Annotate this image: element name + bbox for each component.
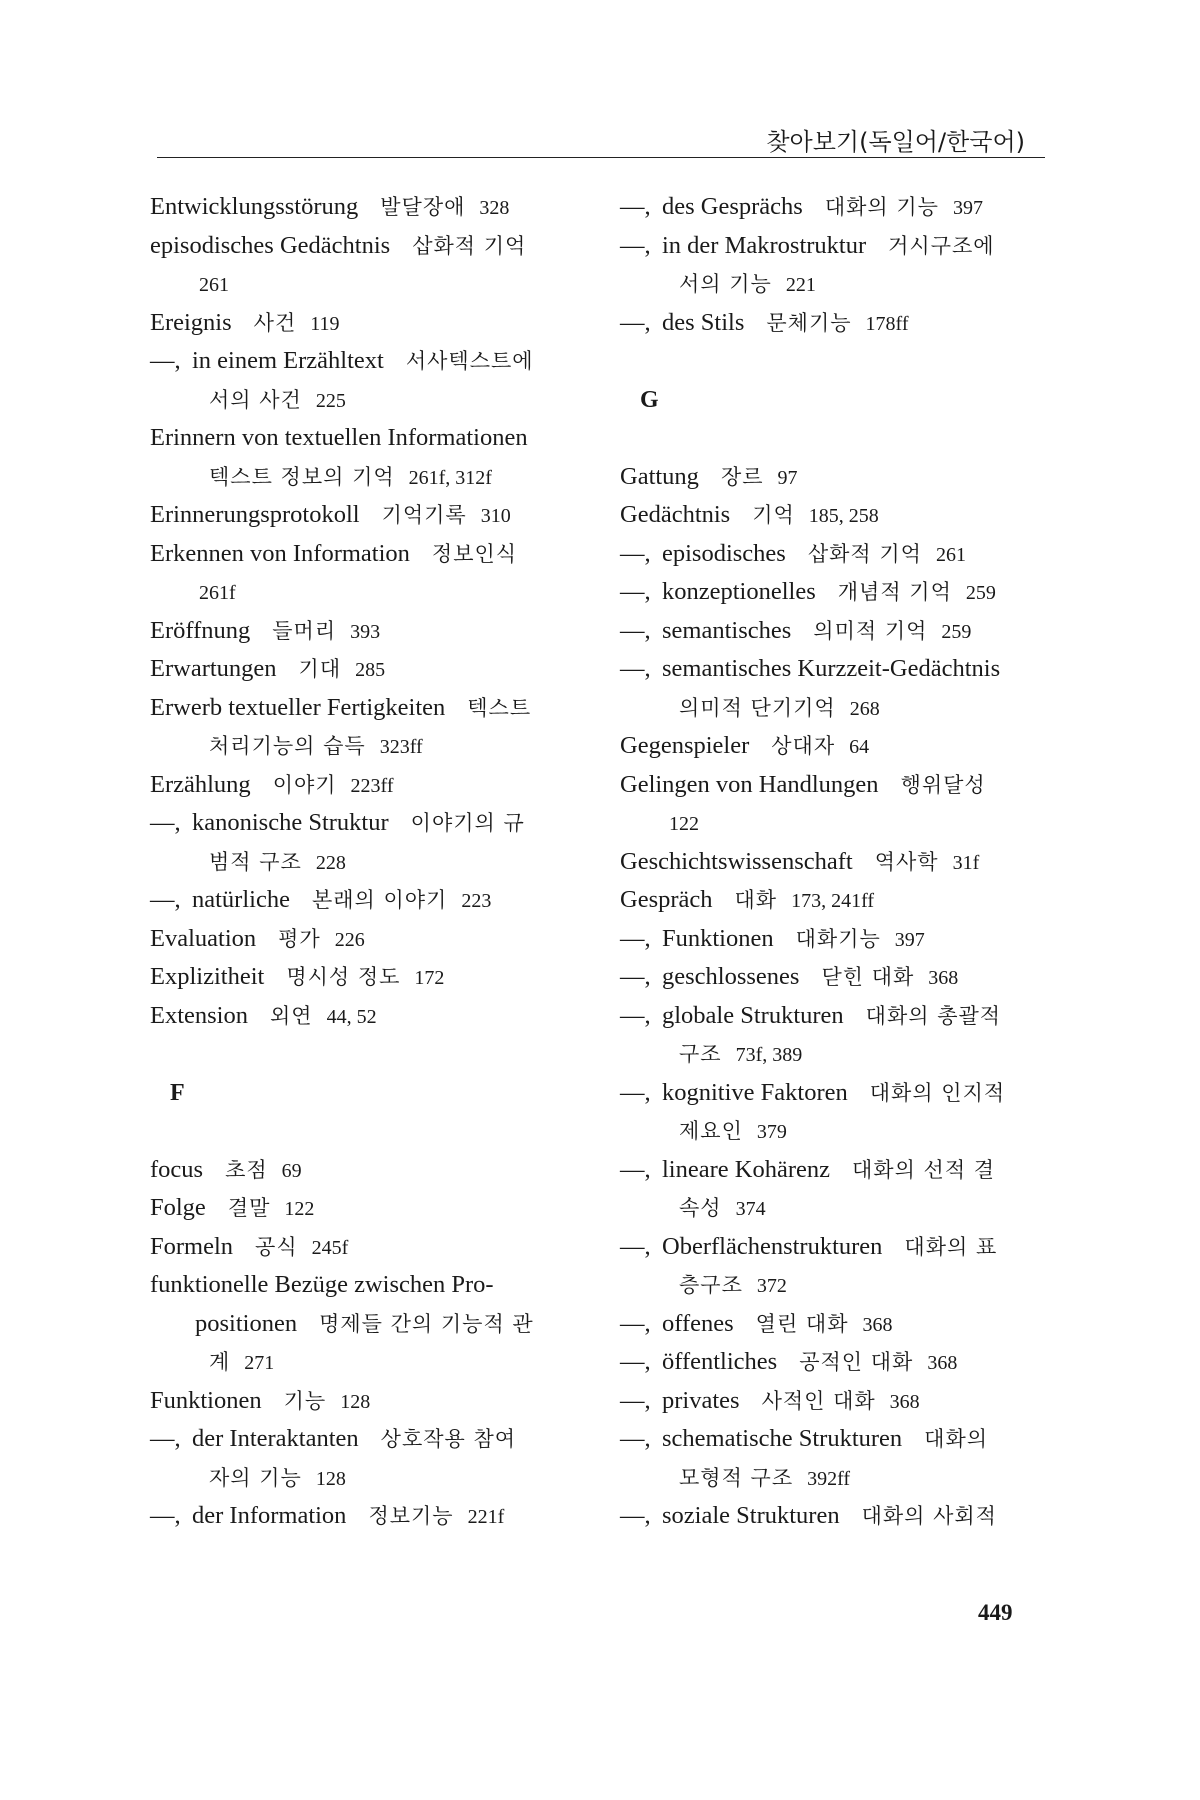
german-term: episodisches Gedächtnis — [150, 231, 391, 259]
index-entry — [620, 727, 1060, 766]
page-reference: 397 — [894, 928, 925, 951]
index-entry — [150, 496, 590, 535]
german-term: Funktionen — [150, 1386, 262, 1414]
korean-term: 대화기능 — [795, 926, 881, 951]
korean-term: 평가 — [278, 926, 321, 951]
korean-term: 의미적 기억 — [813, 618, 928, 643]
korean-term: 상대자 — [771, 734, 836, 758]
index-entry-continuation — [150, 458, 590, 497]
page-reference: 285 — [355, 659, 386, 681]
german-term: Gelingen von Handlungen — [620, 770, 879, 798]
index-subentry — [620, 1343, 1060, 1382]
page-reference: 261 — [935, 543, 966, 566]
korean-term: 공식 — [255, 1234, 298, 1259]
index-entry — [150, 650, 590, 689]
korean-term: 이야기의 규 — [410, 811, 525, 835]
page-reference: 261f — [199, 582, 236, 604]
index-entry-continuation — [150, 843, 590, 882]
page-reference: 368 — [927, 1352, 958, 1374]
page-reference: 223ff — [350, 774, 394, 797]
index-entry-continuation — [620, 804, 1060, 843]
korean-term: 역사학 — [874, 849, 939, 874]
korean-term: 대화의 선적 결 — [852, 1157, 996, 1182]
korean-term: 서의 사건 — [209, 387, 302, 412]
page-reference: 185, 258 — [808, 505, 879, 527]
german-term: soziale Strukturen — [662, 1502, 840, 1529]
index-subentry — [620, 188, 1060, 227]
german-term: schematische Strukturen — [662, 1425, 903, 1452]
page-reference: 310 — [480, 505, 511, 527]
index-subentry — [620, 535, 1060, 574]
korean-term: 대화 — [734, 888, 778, 912]
korean-term: 닫힌 대화 — [821, 965, 915, 989]
index-entry-continuation — [150, 381, 590, 420]
section-gap — [150, 1112, 590, 1151]
korean-term: 대화의 표 — [904, 1234, 998, 1259]
page-reference: 69 — [281, 1159, 302, 1182]
index-entry — [150, 188, 590, 227]
subentry-dash: —, — [620, 963, 651, 990]
index-entry — [150, 766, 590, 805]
index-entry-continuation — [620, 1035, 1060, 1074]
page-reference: 368 — [928, 967, 959, 989]
page-reference: 392ff — [807, 1467, 851, 1490]
page-reference: 261f, 312f — [408, 466, 492, 489]
korean-term: 이야기 — [272, 772, 337, 797]
index-subentry — [620, 304, 1060, 343]
page-reference: 393 — [350, 620, 381, 643]
german-term: kognitive Faktoren — [662, 1078, 848, 1106]
page-reference: 122 — [284, 1198, 315, 1220]
korean-term: 기능 — [283, 1388, 327, 1413]
header-rule — [157, 157, 1045, 158]
german-term: privates — [662, 1386, 740, 1414]
german-term: Oberflächenstrukturen — [662, 1232, 883, 1260]
page-reference: 228 — [315, 851, 346, 874]
page-reference: 178ff — [865, 312, 909, 335]
german-term: natürliche — [192, 886, 290, 913]
subentry-dash: —, — [620, 1232, 651, 1260]
korean-term: 사적인 대화 — [761, 1388, 876, 1413]
index-entry — [150, 958, 590, 997]
index-entry — [150, 227, 590, 266]
korean-term: 속성 — [679, 1196, 722, 1220]
index-subentry — [620, 1382, 1060, 1421]
index-subentry — [150, 342, 590, 381]
korean-term: 기억기록 — [381, 503, 467, 527]
page-reference: 221f — [467, 1506, 505, 1528]
index-column-right — [620, 188, 1060, 1536]
index-subentry — [620, 958, 1060, 997]
german-term: Erinnerungsprotokoll — [150, 501, 360, 528]
index-subentry — [620, 1497, 1060, 1536]
index-entry — [150, 1382, 590, 1421]
korean-term: 장르 — [720, 464, 764, 489]
korean-term: 명시성 정도 — [286, 965, 401, 989]
german-term: Erzählung — [150, 770, 251, 798]
index-entry — [150, 612, 590, 651]
korean-term: 모형적 구조 — [679, 1465, 794, 1490]
index-subentry — [620, 1420, 1060, 1459]
page-reference: 259 — [965, 582, 996, 604]
korean-term: 정보인식 — [431, 541, 518, 566]
index-column-left — [150, 188, 590, 1536]
index-subentry — [620, 1305, 1060, 1344]
korean-term: 외연 — [270, 1003, 313, 1028]
page-reference: 271 — [244, 1352, 275, 1374]
subentry-dash: —, — [620, 1001, 651, 1029]
german-term: der Information — [192, 1502, 347, 1529]
german-term: Gedächtnis — [620, 501, 731, 528]
korean-term: 공적인 대화 — [799, 1350, 914, 1374]
index-entry-continuation — [620, 1112, 1060, 1151]
index-entry-continuation — [620, 689, 1060, 728]
index-entry — [150, 1189, 590, 1228]
german-term: semantisches — [662, 616, 792, 644]
korean-term: 열린 대화 — [755, 1311, 849, 1336]
page-reference: 122 — [669, 813, 699, 835]
german-term: kanonische Struktur — [192, 809, 389, 836]
korean-term: 초점 — [225, 1157, 268, 1182]
subentry-dash: —, — [620, 1502, 651, 1529]
korean-term: 구조 — [679, 1042, 722, 1066]
korean-term: 대화의 인지적 — [869, 1080, 1006, 1105]
index-entry — [150, 535, 590, 574]
index-subentry — [150, 804, 590, 843]
page-reference: 172 — [414, 967, 445, 989]
german-term: konzeptionelles — [662, 578, 816, 605]
index-subentry — [620, 920, 1060, 959]
page-reference: 128 — [315, 1467, 346, 1490]
subentry-dash: —, — [620, 539, 651, 567]
index-entry-continuation — [150, 1305, 590, 1344]
page-reference: 397 — [952, 197, 983, 219]
page-reference: 31f — [952, 851, 980, 874]
german-term: Erwartungen — [150, 655, 277, 682]
korean-term: 대화의 사회적 — [861, 1504, 997, 1528]
index-entry-continuation — [150, 727, 590, 766]
korean-term: 처리기능의 습득 — [209, 734, 366, 758]
korean-term: 본래의 이야기 — [311, 888, 448, 912]
korean-term: 문체기능 — [766, 310, 852, 335]
german-term: Erkennen von Information — [150, 539, 410, 567]
section-gap — [620, 419, 1060, 458]
running-head: 찾아보기(독일어/한국어) — [766, 128, 1025, 156]
german-term: lineare Kohärenz — [662, 1155, 830, 1183]
index-entry — [150, 997, 590, 1036]
german-term: Funktionen — [662, 924, 774, 952]
korean-term: 기대 — [298, 657, 342, 681]
index-entry — [150, 1266, 590, 1305]
page-reference: 64 — [849, 736, 870, 758]
section-gap — [620, 342, 1060, 381]
korean-term: 서사텍스트에 — [405, 349, 534, 373]
subentry-dash: —, — [620, 578, 651, 605]
german-term: semantisches Kurzzeit-Gedächtnis — [662, 655, 1001, 682]
index-entry — [150, 1228, 590, 1267]
subentry-dash: —, — [150, 347, 181, 374]
index-entry-continuation — [150, 573, 590, 612]
index-subentry — [620, 612, 1060, 651]
page-reference: 173, 241ff — [791, 890, 875, 912]
korean-term: 발달장애 — [380, 195, 466, 219]
index-entry-continuation — [150, 1459, 590, 1498]
page-number: 449 — [978, 1600, 1013, 1625]
subentry-dash: —, — [620, 655, 651, 682]
german-term: Erwerb textueller Fertigkeiten — [150, 693, 446, 721]
index-entry-continuation — [150, 265, 590, 304]
index-entry — [620, 458, 1060, 497]
index-entry-continuation — [150, 1343, 590, 1382]
index-entry — [150, 689, 590, 728]
index-entry-continuation — [620, 265, 1060, 304]
index-entry-continuation — [620, 1459, 1060, 1498]
german-term: der Interaktanten — [192, 1425, 359, 1452]
subentry-dash: —, — [150, 1502, 181, 1529]
korean-term: 들머리 — [272, 618, 337, 643]
korean-term: 층구조 — [679, 1273, 743, 1297]
index-subentry — [150, 1420, 590, 1459]
index-entry — [150, 920, 590, 959]
korean-term: 대화의 기능 — [824, 195, 939, 219]
german-term: funktionelle Bezüge zwischen Pro- — [150, 1271, 494, 1298]
korean-term: 제요인 — [679, 1119, 743, 1143]
subentry-dash: —, — [620, 924, 651, 952]
subentry-dash: —, — [620, 308, 651, 336]
page-reference: 221 — [785, 274, 816, 296]
subentry-dash: —, — [620, 1155, 651, 1183]
subentry-dash: —, — [620, 1386, 651, 1414]
korean-term: 자의 기능 — [209, 1465, 302, 1490]
subentry-dash: —, — [620, 616, 651, 644]
korean-term: 명제들 간의 기능적 관 — [319, 1311, 534, 1336]
page-reference: 44, 52 — [326, 1005, 377, 1028]
korean-term: 개념적 기억 — [837, 580, 952, 604]
page-reference: 268 — [849, 697, 880, 720]
german-term: Gespräch — [620, 886, 713, 913]
index-subentry — [620, 650, 1060, 689]
german-term: Evaluation — [150, 924, 257, 952]
index-subentry — [620, 227, 1060, 266]
page-reference: 73f, 389 — [735, 1044, 803, 1066]
page-reference: 379 — [756, 1121, 787, 1143]
german-term: offenes — [662, 1309, 734, 1337]
german-term: Extension — [150, 1001, 248, 1029]
subentry-dash: —, — [620, 1078, 651, 1106]
page-reference: 323ff — [379, 736, 423, 758]
german-term: Explizitheit — [150, 963, 265, 990]
index-subentry — [150, 1497, 590, 1536]
korean-term: 계 — [209, 1350, 231, 1374]
korean-term: 사건 — [253, 310, 297, 335]
german-term: Erinnern von textuellen Informationen — [150, 424, 528, 451]
subentry-dash: —, — [620, 1425, 651, 1452]
page-reference: 97 — [777, 466, 798, 489]
page-reference: 225 — [315, 389, 346, 412]
index-subentry — [620, 1074, 1060, 1113]
german-term: des Stils — [662, 308, 745, 336]
page-reference: 368 — [862, 1313, 893, 1336]
german-term: positionen — [195, 1309, 298, 1337]
korean-term: 행위달성 — [900, 772, 986, 797]
korean-term: 서의 기능 — [679, 272, 772, 296]
page-reference: 223 — [461, 890, 492, 912]
subentry-dash: —, — [620, 193, 651, 220]
german-term: globale Strukturen — [662, 1001, 844, 1029]
german-term: focus — [150, 1155, 204, 1183]
korean-term: 삽화적 기억 — [412, 233, 527, 258]
page-reference: 328 — [479, 197, 510, 219]
german-term: Folge — [150, 1194, 206, 1221]
subentry-dash: —, — [150, 809, 181, 836]
german-term: Geschichtswissenschaft — [620, 847, 853, 875]
subentry-dash: —, — [150, 1425, 181, 1452]
index-entry — [150, 1151, 590, 1190]
index-entry — [620, 496, 1060, 535]
section-letter: G — [640, 386, 659, 413]
section-gap — [150, 1035, 590, 1074]
german-term: episodisches — [662, 539, 786, 567]
german-term: öffentliches — [662, 1348, 778, 1375]
german-term: in der Makrostruktur — [662, 231, 867, 259]
korean-term: 대화의 총괄적 — [865, 1003, 1002, 1028]
german-term: in einem Erzähltext — [192, 347, 384, 374]
subentry-dash: —, — [620, 1309, 651, 1337]
page-reference: 261 — [199, 274, 229, 296]
index-subentry — [150, 881, 590, 920]
index-entry — [150, 304, 590, 343]
page-reference: 374 — [735, 1198, 766, 1220]
german-term: Ereignis — [150, 308, 232, 336]
german-term: Formeln — [150, 1232, 234, 1260]
korean-term: 범적 구조 — [209, 849, 302, 874]
index-entry — [150, 419, 590, 458]
korean-term: 텍스트 정보의 기억 — [209, 464, 395, 489]
index-entry — [620, 766, 1060, 805]
index-entry — [620, 843, 1060, 882]
korean-term: 거시구조에 — [888, 233, 995, 258]
index-subentry — [620, 573, 1060, 612]
german-term: Gattung — [620, 462, 699, 490]
page-reference: 368 — [889, 1390, 920, 1413]
subentry-dash: —, — [620, 1348, 651, 1375]
korean-term: 삽화적 기억 — [807, 541, 922, 566]
page-reference: 128 — [340, 1390, 371, 1413]
index-subentry — [620, 1151, 1060, 1190]
german-term: des Gesprächs — [662, 193, 803, 220]
german-term: Gegenspieler — [620, 732, 750, 759]
page-reference: 259 — [941, 620, 972, 643]
index-entry-continuation — [620, 1266, 1060, 1305]
page-reference: 226 — [334, 928, 365, 951]
index-subentry — [620, 1228, 1060, 1267]
page-reference: 372 — [756, 1275, 787, 1297]
korean-term: 텍스트 — [467, 695, 532, 720]
subentry-dash: —, — [620, 231, 651, 259]
german-term: Eröffnung — [150, 616, 251, 644]
korean-term: 결말 — [227, 1196, 271, 1220]
index-entry-continuation — [620, 1189, 1060, 1228]
korean-term: 기억 — [752, 503, 795, 527]
section-letter: F — [170, 1079, 185, 1106]
index-subentry — [620, 997, 1060, 1036]
korean-term: 의미적 단기기억 — [679, 695, 836, 720]
german-term: geschlossenes — [662, 963, 800, 990]
page-reference: 119 — [310, 312, 340, 335]
korean-term: 정보기능 — [368, 1504, 454, 1528]
subentry-dash: —, — [150, 886, 181, 913]
korean-term: 상호작용 참여 — [380, 1427, 517, 1451]
index-entry — [620, 881, 1060, 920]
korean-term: 대화의 — [924, 1427, 989, 1451]
page-reference: 245f — [311, 1236, 349, 1259]
german-term: Entwicklungsstörung — [150, 193, 359, 220]
